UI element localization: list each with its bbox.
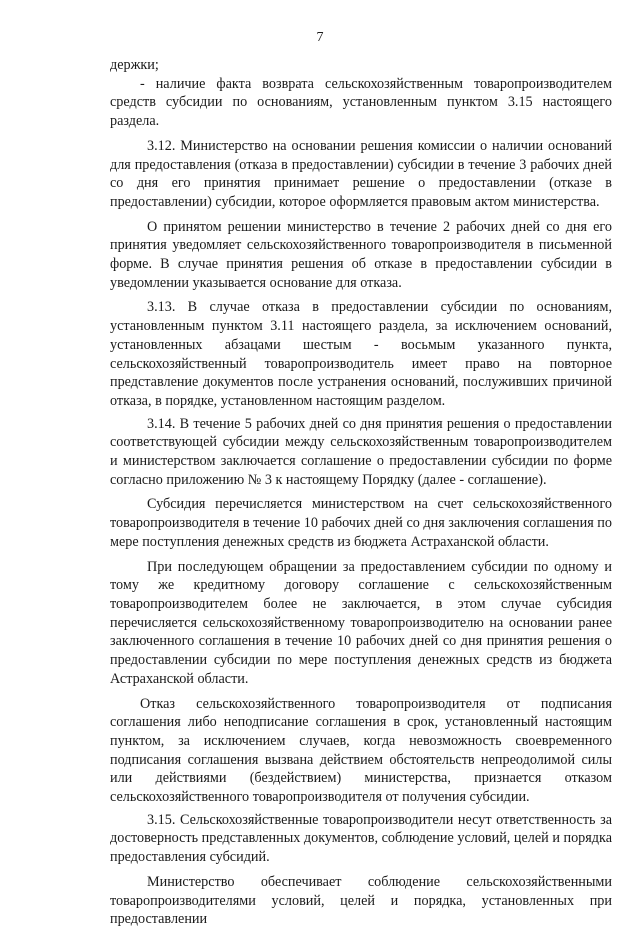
page-number: 7 (316, 30, 324, 45)
paragraph-continuation: держки; (110, 57, 159, 73)
paragraph-subsidy-transfer: Субсидия перечисляется министерством на счет сельскохозяйственного товаропроизводителя в течение 10 рабочих дней со дня заключения соглашения по мере поступления денежных средств из бюджета Астраханской области. (110, 496, 612, 550)
paragraph-notification: О принятом решении министерство в течение 2 рабочих дней со дня его принятия уведомляет сельскохозяйственного товаропроизводителя в письменной форме. В случае принятия решения об отказе в предоставлении субсидии в уведомлении указывается основание для отказа. (110, 218, 612, 291)
paragraph-bullet-refund: - наличие факта возврата сельскохозяйственным товаропроизводителем средств субсидии по основаниям, установленным пунктом 3.15 настоящего раздела. (110, 75, 612, 130)
paragraph-ministry-compliance: Министерство обеспечивает соблюдение сельскохозяйственными товаропроизводителями условий, целей и порядка, установленных при предоставлении (110, 873, 612, 928)
paragraph-refusal: Отказ сельскохозяйственного товаропроизводителя от подписания соглашения либо неподписание соглашения в срок, установленный настоящим пунктом, за исключением случаев, когда невозможность своевременного подписания соглашения вызвана действием обстоятельств непреодолимой силы или действиями (бездействием) министерства, признается отказом сельскохозяйственного товаропроизводителя от получения субсидии. (110, 695, 612, 806)
paragraph-3-15: 3.15. Сельскохозяйственные товаропроизводители несут ответственность за достоверность представленных документов, соблюдение условий, целей и порядка предоставления субсидий. (110, 811, 612, 866)
paragraph-repeat-request: При последующем обращении за предоставлением субсидии по одному и тому же кредитному договору соглашение с сельскохозяйственным товаропроизводителем более не заключается, в этом случае субсидия перечисляется сельскохозяйственному товаропроизводителю на основании ранее заключенного соглашения в течение 10 рабочих дней со дня принятия решения о предоставлении субсидии по мере поступления денежных средств из бюджета Астраханской области. (110, 558, 612, 687)
paragraph-3-12: 3.12. Министерство на основании решения комиссии о наличии оснований для предоставления (отказа в предоставлении) субсидии в течение 3 рабочих дней со дня его принятия принимает решение о предоставлении (отказе в предоставлении) субсидии, которое оформляется правовым актом министерства. (110, 137, 612, 210)
document-body (110, 56, 612, 929)
paragraph-3-14: 3.14. В течение 5 рабочих дней со дня принятия решения о предоставлении соответствующей субсидии между сельскохозяйственным товаропроизводителем и министерством заключается соглашение о предоставлении субсидии по форме согласно приложению № 3 к настоящему Порядку (далее - соглашение). (110, 415, 612, 488)
paragraph-3-13: 3.13. В случае отказа в предоставлении субсидии по основаниям, установленным пунктом 3.11 настоящего раздела, за исключением оснований, установленных абзацами шестым - восьмым указанного пункта, сельскохозяйственный товаропроизводитель имеет право на повторное представление документов после устранения оснований, послуживших причиной отказа, в порядке, установленном настоящим разделом. (110, 299, 612, 409)
